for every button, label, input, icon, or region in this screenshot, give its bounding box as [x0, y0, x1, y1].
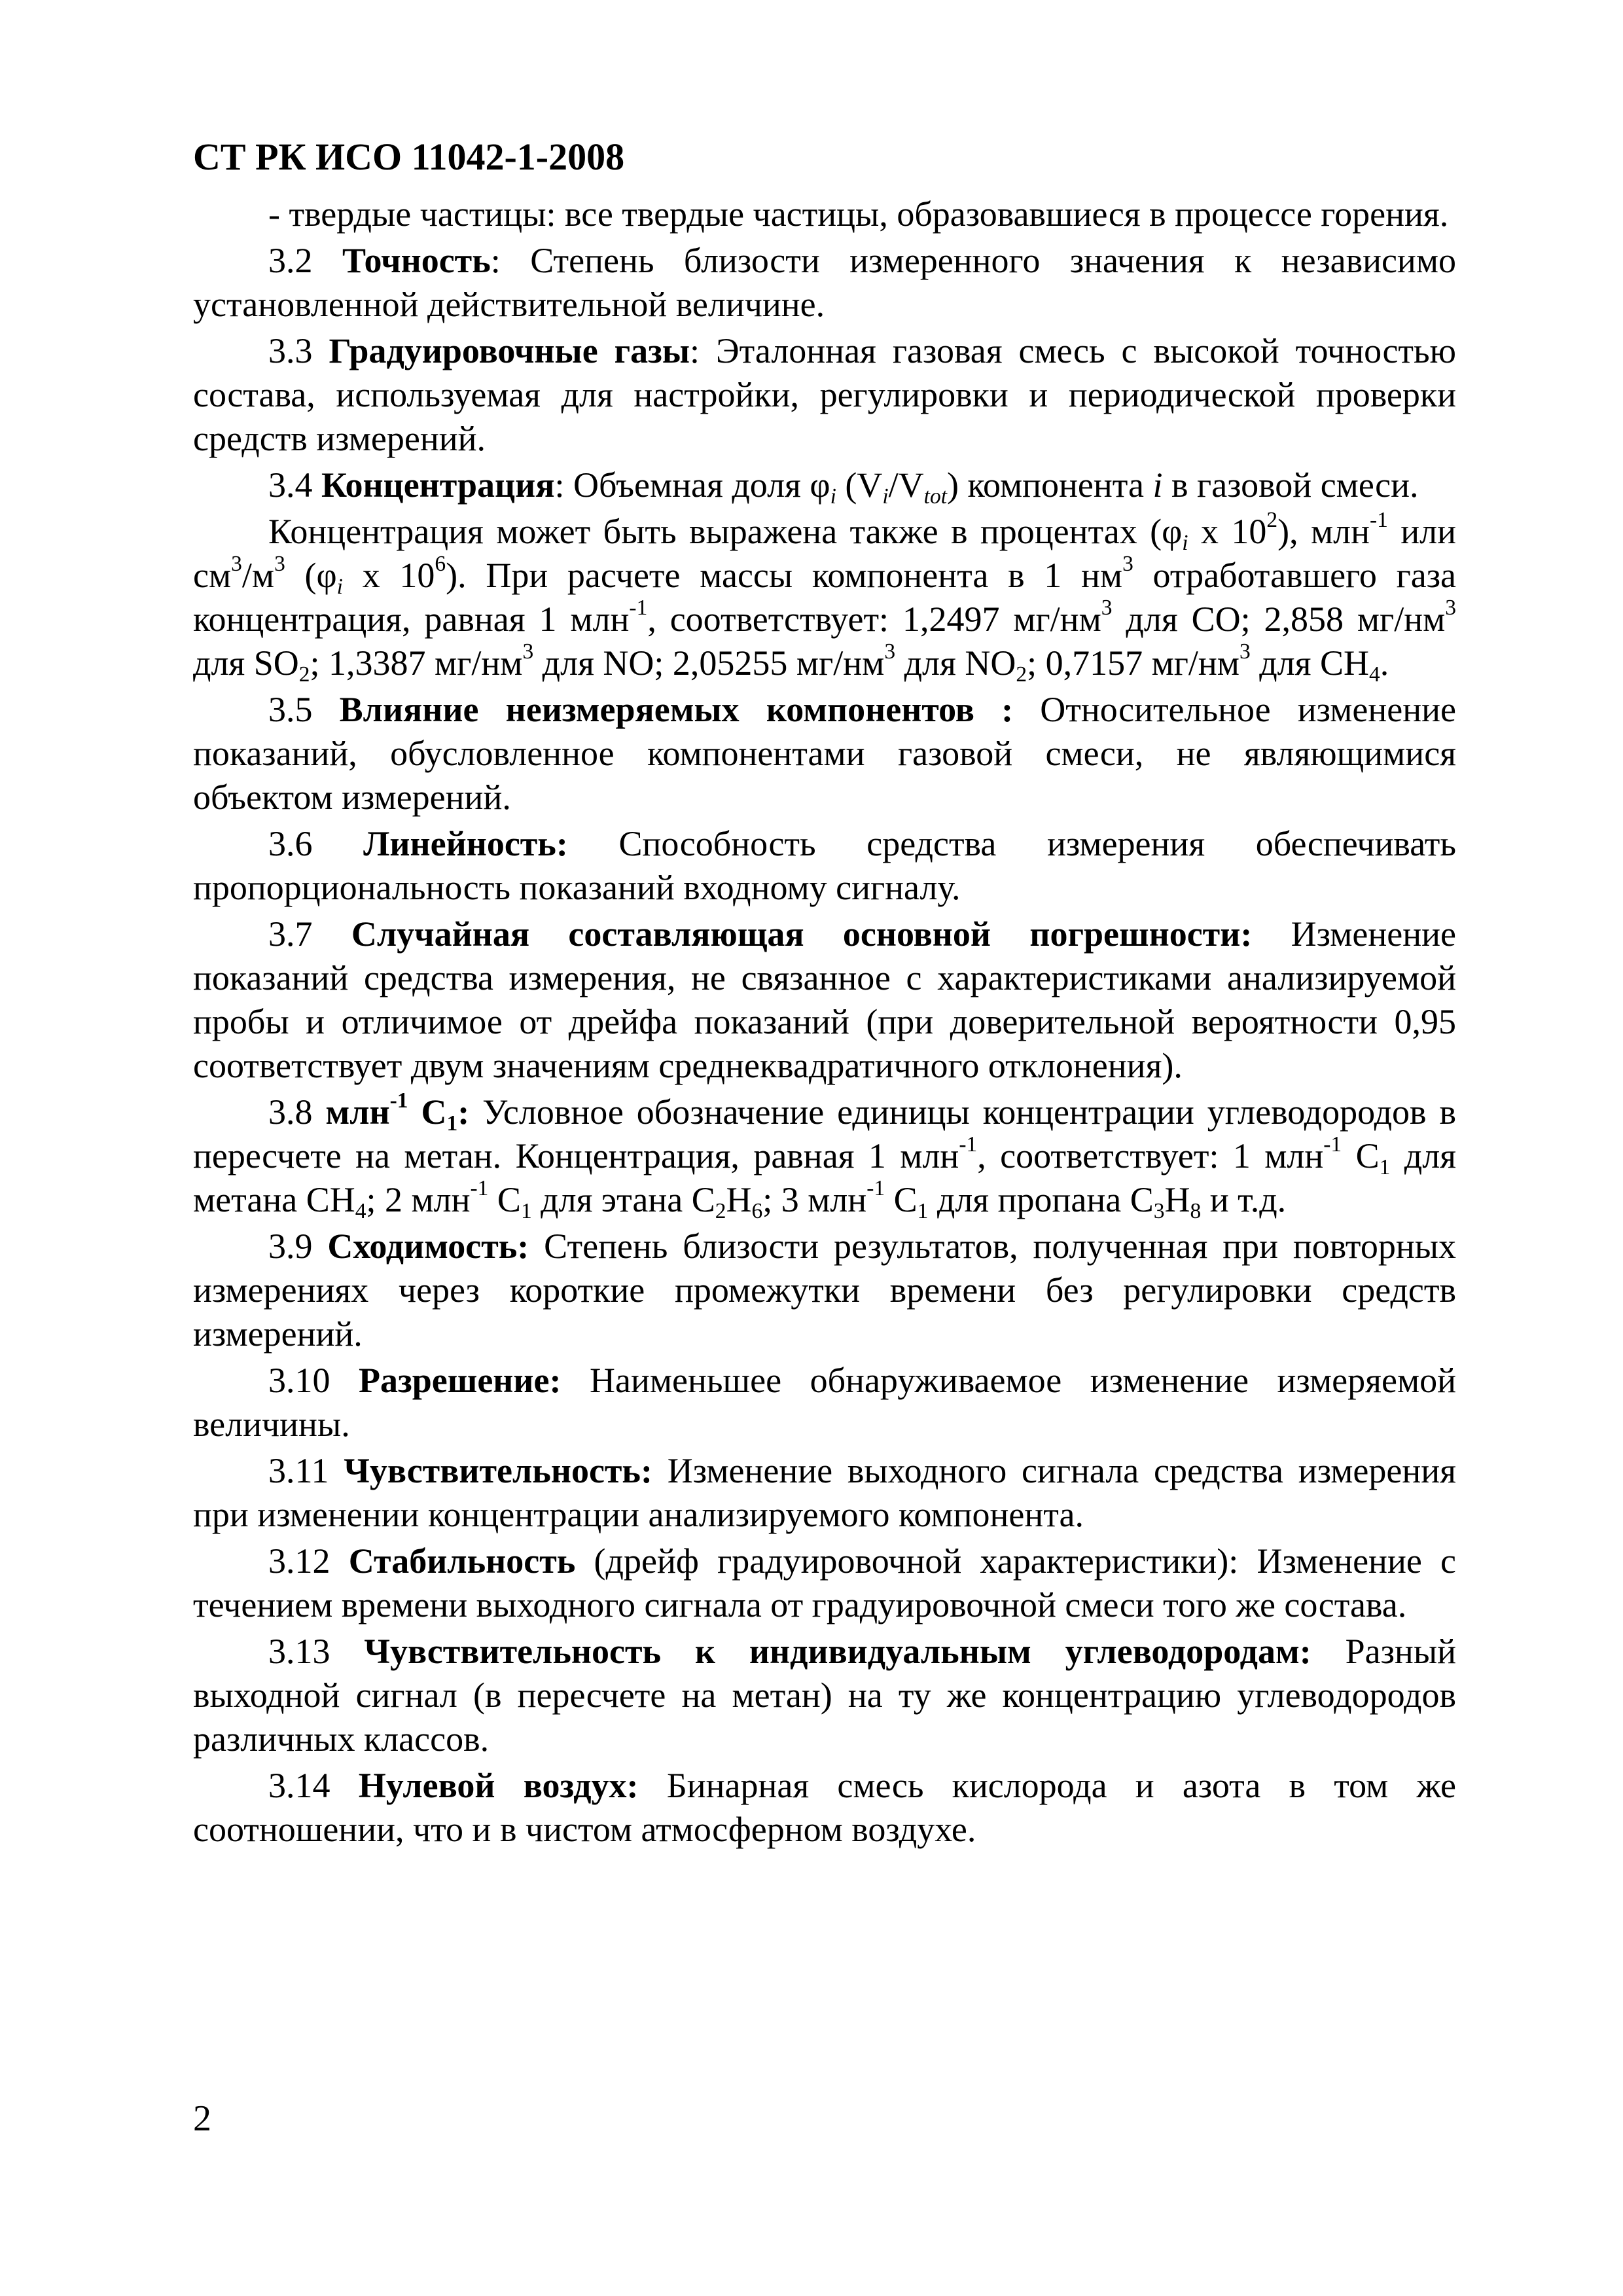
paragraph-3-8: 3.8 млн$^{-1}$ $С_1$: Условное обозначение единицы концентрации углеводородов в пересчете на метан. Концентрация, равная 1 млн$^{-1}$, соответствует: 1 млн$^{-1}$ $С_1$ для метана $СН_4$; 2 млн$^{-1}$ $С_1$ для этана $С_2Н_6$; 3 млн$^{-1}$ $С_1$ для пропана $С_3Н_8$ и т.д. [193, 1088, 1456, 1224]
paragraph-3-5: 3.5 Влияние неизмеряемых компонентов : Относительное изменение показаний, обусловленное компонентами газовой смеси, не являющимися объектом измерений. [193, 690, 1456, 817]
paragraph-3-9: 3.9 Сходимость: Степень близости результатов, полученная при повторных измерениях через короткие промежутки времени без регулировки средств измерений. [193, 1227, 1457, 1354]
term-interference: Влияние неизмеряемых компонентов : [339, 690, 1014, 729]
paragraph-3-12: 3.12 Стабильность (дрейф градуировочной характеристики): Изменение с течением времени выходного сигнала от градуировочной смеси того же состава. [193, 1541, 1456, 1624]
term-hydrocarbon-sensitivity: Чувствительность к индивидуальным углеводородам: [364, 1632, 1311, 1671]
term-random-error: Случайная составляющая основной погрешности: [351, 914, 1253, 954]
term-calibration-gases: Градуировочные газы [329, 331, 690, 370]
paragraph-solid-particles: - твердые частицы: все твердые частицы, образовавшиеся в процессе горения. [268, 194, 1449, 234]
document-page [193, 131, 1456, 1852]
paragraph-3-11: 3.11 Чувствительность: Изменение выходного сигнала средства измерения при изменении концентрации анализируемого компонента. [193, 1451, 1456, 1534]
paragraph-3-4: 3.4 Концентрация: Объемная доля $\varphi_i$ $(V_i/V_{tot})$ компонента i в газовой смеси. [268, 465, 1419, 509]
term-stability: Стабильность [348, 1541, 576, 1581]
term-repeatability: Сходимость: [327, 1227, 529, 1266]
paragraph-concentration-units: Концентрация может быть выражена также в процентах ($\varphi_i$ x $10^2$), млн$^{-1}$ или $см^3/м^3$ ($\varphi_i$ x $10^6$). При расчете массы компонента в 1 $нм^3$ отработавшего газа концентрация, равная 1 млн$^{-1}$, соответствует: 1,2497 $мг/нм^3$ для СО; 2,858 $мг/нм^3$ для $SO_2$; 1,3387 $мг/нм^3$ для NO; 2,05255 $мг/нм^3$ для $NO_2$; 0,7157 $мг/нм^3$ для $СН_4$. [193, 507, 1457, 687]
paragraph-3-2: 3.2 Точность: Степень близости измеренного значения к независимо установленной действительной величине. [193, 241, 1456, 324]
term-linearity: Линейность: [363, 824, 568, 863]
paragraph-3-14: 3.14 Нулевой воздух: Бинарная смесь кислорода и азота в том же соотношении, что и в чистом атмосферном воздухе. [193, 1766, 1457, 1849]
page-number: 2 [193, 2098, 211, 2139]
term-ppm-c1: млн$^{-1}$ $С_1$: [325, 1088, 470, 1136]
document-header: СТ РК ИСО 11042-1-2008 [193, 135, 625, 178]
term-concentration: Концентрация [321, 465, 555, 505]
term-accuracy: Точность [342, 241, 491, 280]
paragraph-3-6: 3.6 Линейность: Способность средства измерения обеспечивать пропорциональность показаний входному сигналу. [193, 824, 1457, 907]
term-sensitivity: Чувствительность: [344, 1451, 652, 1490]
paragraph-3-3: 3.3 Градуировочные газы: Эталонная газовая смесь с высокой точностью состава, используемая для настройки, регулировки и периодической проверки средств измерений. [193, 331, 1456, 458]
paragraph-3-7: 3.7 Случайная составляющая основной погрешности: Изменение показаний средства измерения, не связанное с характеристиками анализируемой пробы и отличимое от дрейфа показаний (при доверительной вероятности 0,95 соответствует двум значениям среднеквадратичного отклонения). [193, 914, 1456, 1085]
term-resolution: Разрешение: [359, 1361, 562, 1400]
paragraph-3-13: 3.13 Чувствительность к индивидуальным углеводородам: Разный выходной сигнал (в пересчете на метан) на ту же концентрацию углеводородов различных классов. [193, 1632, 1457, 1759]
paragraph-3-10: 3.10 Разрешение: Наименьшее обнаруживаемое изменение измеряемой величины. [193, 1361, 1457, 1444]
term-zero-air: Нулевой воздух: [358, 1766, 639, 1805]
